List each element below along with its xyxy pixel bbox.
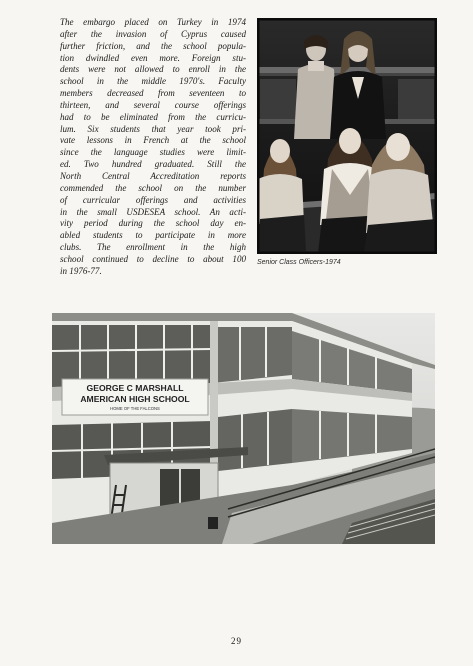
article-line: vity period during the school day en- bbox=[60, 218, 246, 229]
article-line: further friction, and the school popula- bbox=[60, 40, 246, 51]
article-line: abled students to participate in more bbox=[60, 230, 246, 241]
article-line: school in the middle 1970's. Faculty bbox=[60, 76, 246, 87]
article-line: had to be eliminated from the curricu- bbox=[60, 111, 246, 122]
article-line: after the invasion of Cyprus caused bbox=[60, 28, 246, 39]
article-line: dents were not allowed to enroll in the bbox=[60, 64, 246, 75]
article-text bbox=[60, 17, 246, 278]
article-line: in the small USDESEA school. An acti- bbox=[60, 206, 246, 217]
article-line: school continued to decline to about 100 bbox=[60, 253, 246, 264]
senior-class-officers-photo bbox=[257, 18, 437, 254]
article-line: of curricular offerings and activities bbox=[60, 194, 246, 205]
photo-caption: Senior Class Officers-1974 bbox=[257, 259, 341, 266]
article-line: since the language studies were limit- bbox=[60, 147, 246, 158]
officers-photo-illustration bbox=[258, 19, 436, 253]
school-photo-illustration bbox=[52, 313, 435, 544]
article-line: thirteen, and several course offerings bbox=[60, 99, 246, 110]
article-line: vate lessons in French at the school bbox=[60, 135, 246, 146]
article-line: in 1976-77. bbox=[60, 265, 102, 276]
article-line: ed. Two hundred graduated. Still the bbox=[60, 159, 246, 170]
article-line: members decreased from seventeen to bbox=[60, 88, 246, 99]
school-building-photo bbox=[52, 313, 435, 544]
article-line: commended the school on the number bbox=[60, 182, 246, 193]
school-sign-line3: HOME OF THE FALCONS bbox=[110, 406, 160, 411]
article-line: The embargo placed on Turkey in 1974 bbox=[60, 17, 246, 27]
article-line: tion dwindled even more. Foreign stu- bbox=[60, 52, 246, 63]
page-number: 29 bbox=[231, 636, 242, 646]
article-line: lum. Six students that year took pri- bbox=[60, 123, 246, 134]
article-line: North Central Accreditation reports bbox=[60, 170, 246, 181]
school-sign-line1: GEORGE C MARSHALL bbox=[86, 383, 184, 393]
school-sign-line2: AMERICAN HIGH SCHOOL bbox=[80, 394, 190, 404]
article-line: clubs. The enrollment in the high bbox=[60, 242, 246, 253]
